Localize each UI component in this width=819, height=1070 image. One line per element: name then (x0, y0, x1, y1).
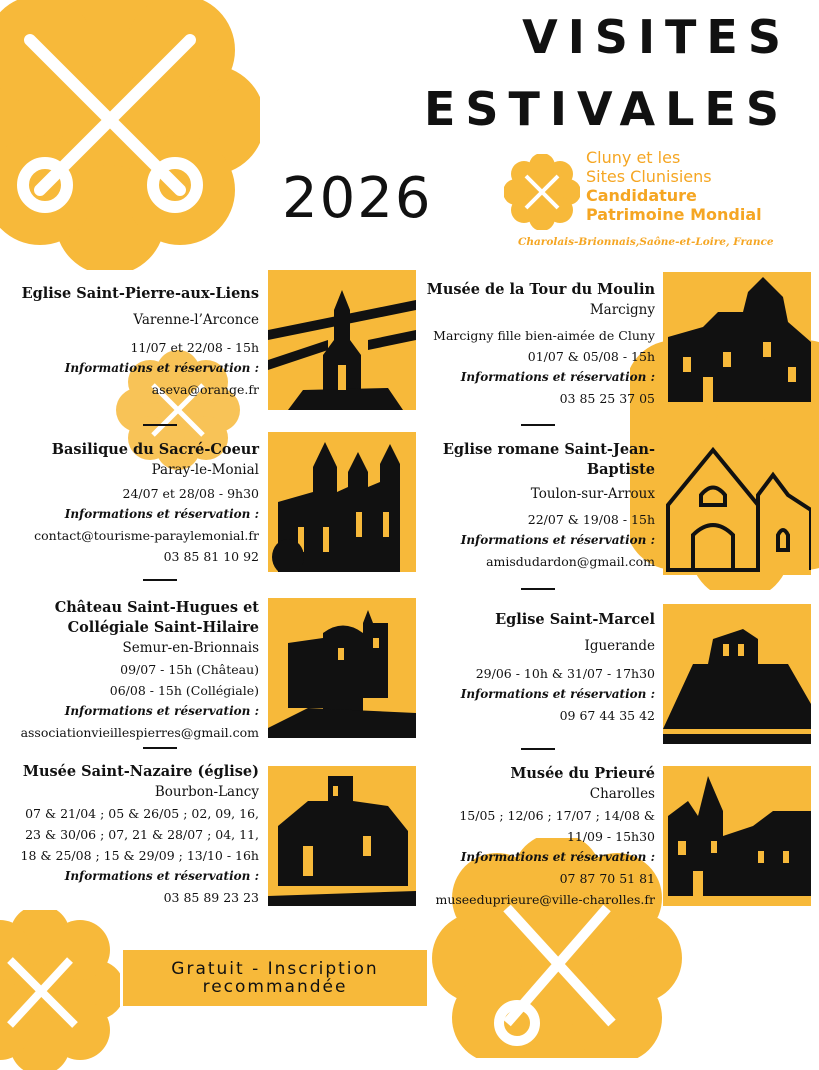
year: 2026 (282, 166, 433, 231)
visit-phone: 03 85 25 37 05 (559, 391, 655, 406)
brand-line1: Cluny et les (586, 148, 681, 167)
visit-info-label: Informations et réservation : (64, 704, 259, 718)
visit-name-line1: Eglise romane Saint-Jean- (442, 441, 655, 458)
title-line1: VISITES (522, 10, 791, 64)
visit-place: Varenne-l’Arconce (133, 312, 259, 328)
visit-dates: 01/07 & 05/08 - 15h (527, 349, 655, 364)
brand-line4: Patrimoine Mondial (586, 205, 762, 224)
cluny-logo-icon (504, 154, 580, 230)
visit-card (0, 598, 259, 743)
brand-line3: Candidature (586, 186, 697, 205)
visit-card (410, 280, 655, 409)
visit-name: Musée de la Tour du Moulin (426, 281, 655, 298)
divider (521, 424, 555, 426)
visit-info-label: Informations et réservation : (64, 869, 259, 883)
visit-info-label: Informations et réservation : (460, 687, 655, 701)
visit-contact[interactable]: aseva@orange.fr (151, 382, 259, 397)
visit-name-line1: Château Saint-Hugues et (54, 599, 259, 616)
visit-card (0, 440, 259, 567)
visit-dates: 24/07 et 28/08 - 9h30 (122, 486, 259, 501)
visit-place: Bourbon-Lancy (154, 784, 259, 800)
visit-subtitle: Marcigny fille bien-aimée de Cluny (433, 328, 655, 343)
visit-info-label: Informations et réservation : (64, 507, 259, 521)
divider (521, 588, 555, 590)
visit-info-label: Informations et réservation : (460, 850, 655, 864)
visit-dates: 22/07 & 19/08 - 15h (527, 512, 655, 527)
footer-line1: Gratuit - Inscription (171, 959, 379, 979)
visit-dates: 09/07 - 15h (Château) (120, 662, 259, 677)
visit-place: Marcigny (589, 302, 655, 318)
church-illustration (268, 270, 416, 410)
visit-card (0, 284, 259, 400)
visit-place: Paray-le-Monial (151, 462, 259, 478)
divider (143, 747, 177, 749)
visit-name: Eglise Saint-Marcel (495, 611, 655, 628)
visit-name-line2: Collégiale Saint-Hilaire (67, 619, 259, 636)
visit-name: Musée Saint-Nazaire (église) (22, 763, 259, 780)
priory-museum-illustration (663, 766, 811, 906)
visit-place: Iguerande (584, 638, 655, 654)
visit-dates: 06/08 - 15h (Collégiale) (109, 683, 259, 698)
visit-place: Semur-en-Brionnais (122, 640, 259, 656)
visit-name-line2: Baptiste (586, 461, 655, 478)
visit-dates: 15/05 ; 12/06 ; 17/07 ; 14/08 & (459, 808, 655, 823)
castle-illustration (268, 598, 416, 738)
visit-card (410, 440, 655, 572)
visit-dates: 11/09 - 15h30 (566, 829, 655, 844)
romanesque-church-illustration (663, 435, 811, 575)
divider (143, 579, 177, 581)
visit-card (0, 762, 259, 908)
visit-contact[interactable]: contact@tourisme-paraylemonial.fr (34, 528, 259, 543)
footer-line2: recommandée (202, 977, 348, 997)
tower-museum-illustration (663, 272, 811, 412)
divider (143, 424, 177, 426)
saint-marcel-illustration (663, 604, 811, 744)
visit-card (410, 764, 655, 910)
visit-phone: 09 67 44 35 42 (559, 708, 655, 723)
brand-text (586, 148, 762, 224)
visit-dates: 07 & 21/04 ; 05 & 26/05 ; 02, 09, 16, (25, 806, 259, 821)
visit-phone: 03 85 89 23 23 (163, 890, 259, 905)
visit-info-label: Informations et réservation : (64, 361, 259, 375)
brand-line2: Sites Clunisiens (586, 167, 712, 186)
visit-info-label: Informations et réservation : (460, 533, 655, 547)
visit-contact[interactable]: associationvieillespierres@gmail.com (20, 725, 259, 740)
museum-church-illustration (268, 766, 416, 906)
visit-place: Charolles (589, 786, 655, 802)
visit-phone: 07 87 70 51 81 (559, 871, 655, 886)
title-line2: ESTIVALES (424, 82, 789, 136)
visit-name: Eglise Saint-Pierre-aux-Liens (21, 285, 259, 302)
visit-dates: 18 & 25/08 ; 15 & 29/09 ; 13/10 - 16h (20, 848, 259, 863)
flower-keys-icon (0, 0, 260, 270)
flower-keys-icon (0, 910, 120, 1070)
visit-dates: 11/07 et 22/08 - 15h (130, 340, 259, 355)
visit-card (410, 610, 655, 726)
visit-name: Musée du Prieuré (510, 765, 655, 782)
free-registration-banner (123, 950, 427, 1006)
visit-name: Basilique du Sacré-Coeur (51, 441, 259, 458)
visit-phone: 03 85 81 10 92 (163, 549, 259, 564)
basilica-illustration (268, 432, 416, 572)
visit-place: Toulon-sur-Arroux (530, 486, 655, 502)
visit-contact[interactable]: museeduprieure@ville-charolles.fr (435, 892, 655, 907)
visit-contact[interactable]: amisdudardon@gmail.com (486, 554, 655, 569)
visit-dates: 23 & 30/06 ; 07, 21 & 28/07 ; 04, 11, (25, 827, 259, 842)
visit-dates: 29/06 - 10h & 31/07 - 17h30 (475, 666, 655, 681)
brand-region: Charolais-Brionnais,Saône-et-Loire, France (518, 236, 774, 248)
divider (521, 748, 555, 750)
visit-info-label: Informations et réservation : (460, 370, 655, 384)
